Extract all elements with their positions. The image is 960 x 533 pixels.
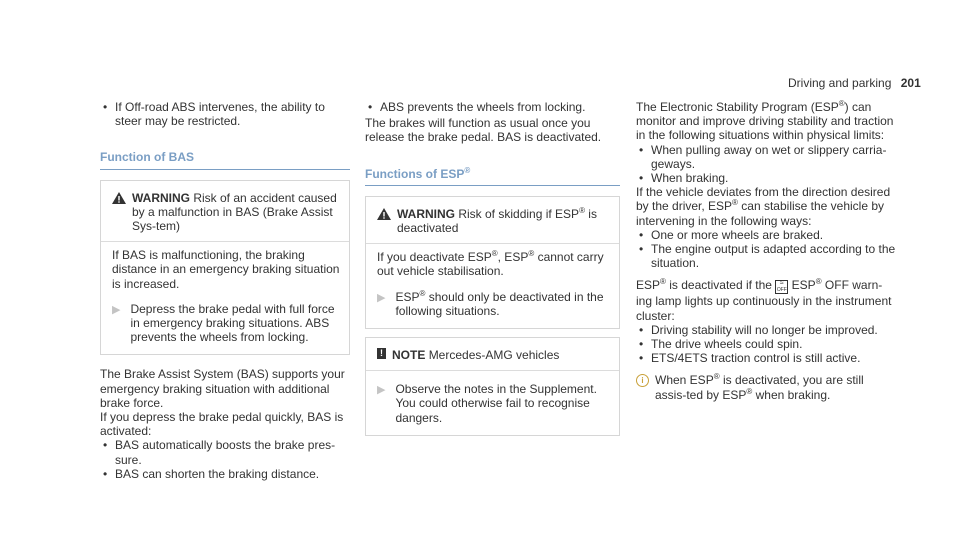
list-item: • If Off-road ABS intervenes, the ability to steer may be restricted. bbox=[100, 100, 350, 128]
esp-off-icon: ≈ OFF bbox=[776, 280, 787, 294]
warning-body: If you deactivate ESP®, ESP® cannot carry out vehicle stabilisation. bbox=[377, 249, 604, 279]
note-row bbox=[377, 348, 610, 362]
divider bbox=[366, 243, 619, 244]
list-item: • ABS prevents the wheels from locking. bbox=[365, 100, 620, 114]
divider bbox=[101, 241, 349, 242]
list-item: • When braking. bbox=[636, 171, 898, 185]
paragraph: The Electronic Stability Program (ESP®) can monitor and improve driving stability and traction in the following situations within physical limits: bbox=[636, 99, 894, 143]
page-number: 201 bbox=[900, 76, 921, 90]
heading-text: Functions of ESP® bbox=[365, 165, 471, 181]
list-item: • Driving stability will no longer be improved. bbox=[636, 323, 898, 337]
warning-row bbox=[112, 191, 340, 234]
step-arrow-icon: ▶ bbox=[377, 384, 386, 397]
info-icon: i bbox=[636, 374, 649, 387]
warning-label: WARNING bbox=[397, 206, 455, 221]
note-label: NOTE bbox=[392, 348, 426, 363]
instruction-step: ▶ Depress the brake pedal with full force in emergency braking situations. ABS prevents the wheels from locking. bbox=[112, 301, 335, 345]
instruction-step: ▶ Observe the notes in the Supplement. You could otherwise fail to recognise dangers. bbox=[377, 382, 597, 425]
section-heading-bas bbox=[100, 150, 350, 169]
paragraph: The Brake Assist System (BAS) supports your emergency braking situation with additional brake force. bbox=[100, 367, 345, 410]
list-item: • BAS can shorten the braking distance. bbox=[100, 467, 350, 481]
running-header bbox=[788, 76, 921, 90]
list-item: • ETS/4ETS traction control is still active. bbox=[636, 351, 898, 365]
column-3 bbox=[636, 100, 898, 402]
heading-rule bbox=[100, 169, 350, 170]
column-1 bbox=[100, 100, 350, 481]
step-arrow-icon: ▶ bbox=[377, 291, 386, 304]
section-title: Driving and parking bbox=[788, 76, 892, 90]
warning-label: WARNING bbox=[132, 190, 190, 205]
heading-rule bbox=[365, 185, 620, 186]
heading-text: Function of BAS bbox=[100, 150, 194, 165]
warning-triangle-icon bbox=[112, 192, 126, 204]
list-item: • When pulling away on wet or slippery carria-geways. bbox=[636, 143, 898, 171]
list-item: • One or more wheels are braked. bbox=[636, 228, 898, 242]
warning-row bbox=[377, 207, 610, 235]
note-box bbox=[365, 337, 620, 436]
warning-text: WARNING Risk of an accident caused by a malfunction in BAS (Brake Assist Sys-tem) bbox=[132, 190, 337, 234]
warning-text: WARNING Risk of skidding if ESP® is deactivated bbox=[397, 205, 597, 236]
paragraph: If the vehicle deviates from the direction desired by the driver, ESP® can stabilise the vehicle by intervening in the following ways: bbox=[636, 185, 891, 228]
paragraph: If you depress the brake pedal quickly, BAS is activated: bbox=[100, 410, 344, 439]
instruction-step: ▶ ESP® should only be deactivated in the following situations. bbox=[377, 288, 604, 318]
warning-body: If BAS is malfunctioning, the braking distance in an emergency braking situation is increased. bbox=[112, 248, 340, 291]
warning-triangle-icon bbox=[377, 208, 391, 220]
info-note: i When ESP® is deactivated, you are still assis-ted by ESP® when braking. bbox=[636, 373, 898, 401]
list-item: • The engine output is adapted according to the situation. bbox=[636, 242, 898, 270]
section-heading-esp bbox=[365, 167, 620, 186]
warning-box bbox=[100, 180, 350, 356]
paragraph: The brakes will function as usual once you release the brake pedal. BAS is deactivated. bbox=[365, 116, 602, 145]
list-item: • BAS automatically boosts the brake pres-sure. bbox=[100, 438, 350, 466]
list-item: • The drive wheels could spin. bbox=[636, 337, 898, 351]
divider bbox=[366, 370, 619, 371]
exclamation-icon: ! bbox=[377, 348, 386, 359]
step-arrow-icon: ▶ bbox=[112, 303, 121, 316]
note-text: NOTE Mercedes-AMG vehicles bbox=[392, 348, 560, 363]
paragraph: ESP® is deactivated if the ≈ OFF ESP® OFF warn-ing lamp lights up continuously in the instrument cluster: bbox=[636, 277, 892, 323]
column-2 bbox=[365, 100, 620, 436]
warning-box bbox=[365, 196, 620, 329]
